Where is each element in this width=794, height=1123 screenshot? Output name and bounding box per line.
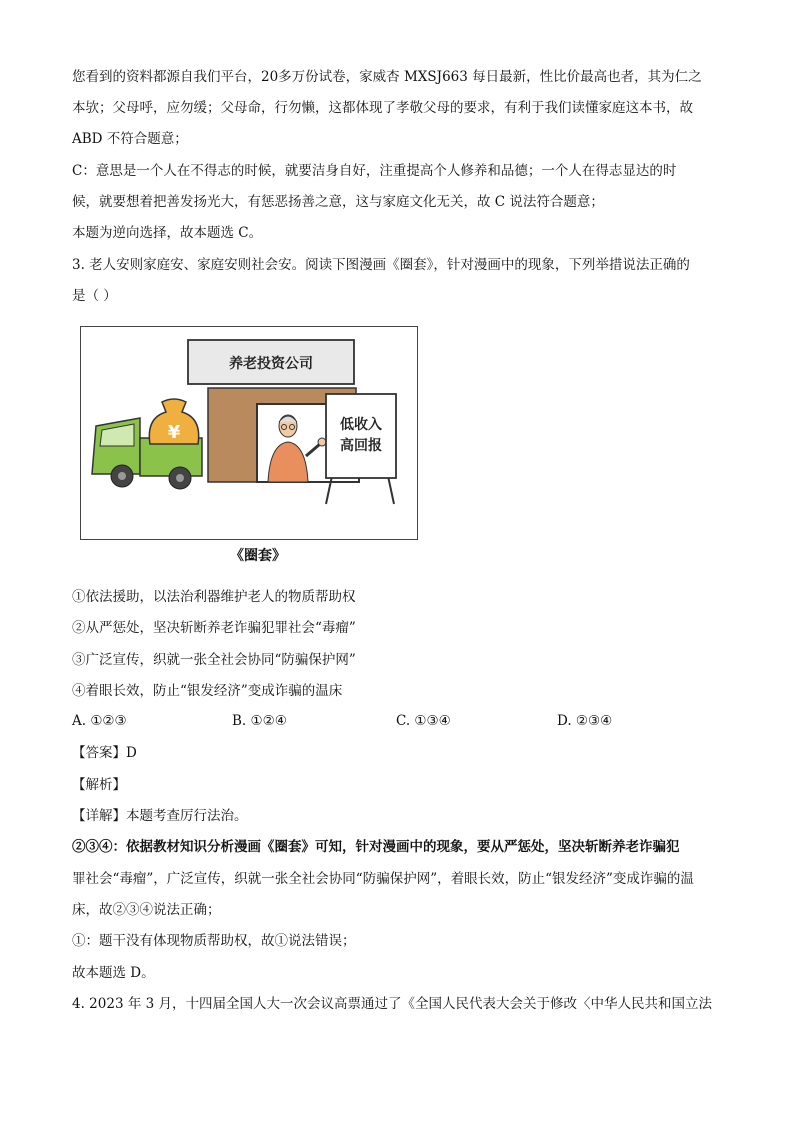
statement-1: ①依法援助，以法治利器维护老人的物质帮助权 <box>72 589 356 605</box>
text-line-1: 您看到的资料都源自我们平台，20多万份试卷，家威杏 MXSJ663 每日最新，性比价最高也者，其为仁之 <box>72 69 702 85</box>
question-4-stem: 4. 2023 年 3 月，十四届全国人大一次会议高票通过了《全国人民代表大会关于修改〈中华人民共和国立法 <box>72 996 712 1012</box>
text-line-4: C：意思是一个人在不得志的时候，就要洁身自好，注重提高个人修养和品德；一个人在得志显达的时 <box>72 163 677 179</box>
option-d: D. ②③④ <box>557 713 613 729</box>
money-bag-symbol: ¥ <box>167 422 181 443</box>
analysis-line-3: 罪社会“毒瘤”，广泛宣传，织就一张全社会协同“防骗保护网”，着眼长效，防止“银发经济”变成诈骗的温 <box>72 871 694 887</box>
question-3-stem-end: 是（ ） <box>72 288 117 304</box>
analysis-title: 【解析】 <box>72 777 126 793</box>
text-line-6: 本题为逆向选择，故本题选 C。 <box>72 225 263 241</box>
statement-2: ②从严惩处，坚决斩断养老诈骗犯罪社会“毒瘤” <box>72 620 356 636</box>
analysis-line-1: 【详解】本题考查厉行法治。 <box>72 808 248 824</box>
answer: 【答案】D <box>72 745 137 761</box>
cartoon-image <box>80 326 418 540</box>
company-sign: 养老投资公司 <box>229 356 313 372</box>
text-line-5: 候，就要想着把善发扬光大，有惩恶扬善之意，这与家庭文化无关，故 C 说法符合题意； <box>72 194 604 210</box>
text-line-3: ABD 不符合题意； <box>72 131 188 147</box>
statement-4: ④着眼长效，防止“银发经济”变成诈骗的温床 <box>72 683 343 699</box>
statement-3: ③广泛宣传，织就一张全社会协同“防骗保护网” <box>72 652 356 668</box>
board-line-2: 高回报 <box>340 438 382 454</box>
text-line-2: 本欤；父母呼，应勿缓；父母命，行勿懒，这都体现了孝敬父母的要求，有利于我们读懂家庭这本书，故 <box>72 100 693 116</box>
option-c: C. ①③④ <box>396 713 451 729</box>
analysis-line-2: ②③④：依据教材知识分析漫画《圈套》可知，针对漫画中的现象，要从严惩处，坚决斩断养老诈骗犯 <box>72 839 680 855</box>
question-3-stem: 3. 老人安则家庭安、家庭安则社会安。阅读下图漫画《圈套》，针对漫画中的现象，下列举措说法正确的 <box>72 257 690 273</box>
analysis-line-4: 床，故②③④说法正确； <box>72 902 221 918</box>
analysis-line-5: ①：题干没有体现物质帮助权，故①说法错误； <box>72 933 356 949</box>
analysis-line-6: 故本题选 D。 <box>72 965 155 981</box>
option-b: B. ①②④ <box>232 713 287 729</box>
option-a: A. ①②③ <box>72 713 127 729</box>
board-line-1: 低收入 <box>340 417 382 433</box>
cartoon-caption: 《圈套》 <box>230 548 286 564</box>
